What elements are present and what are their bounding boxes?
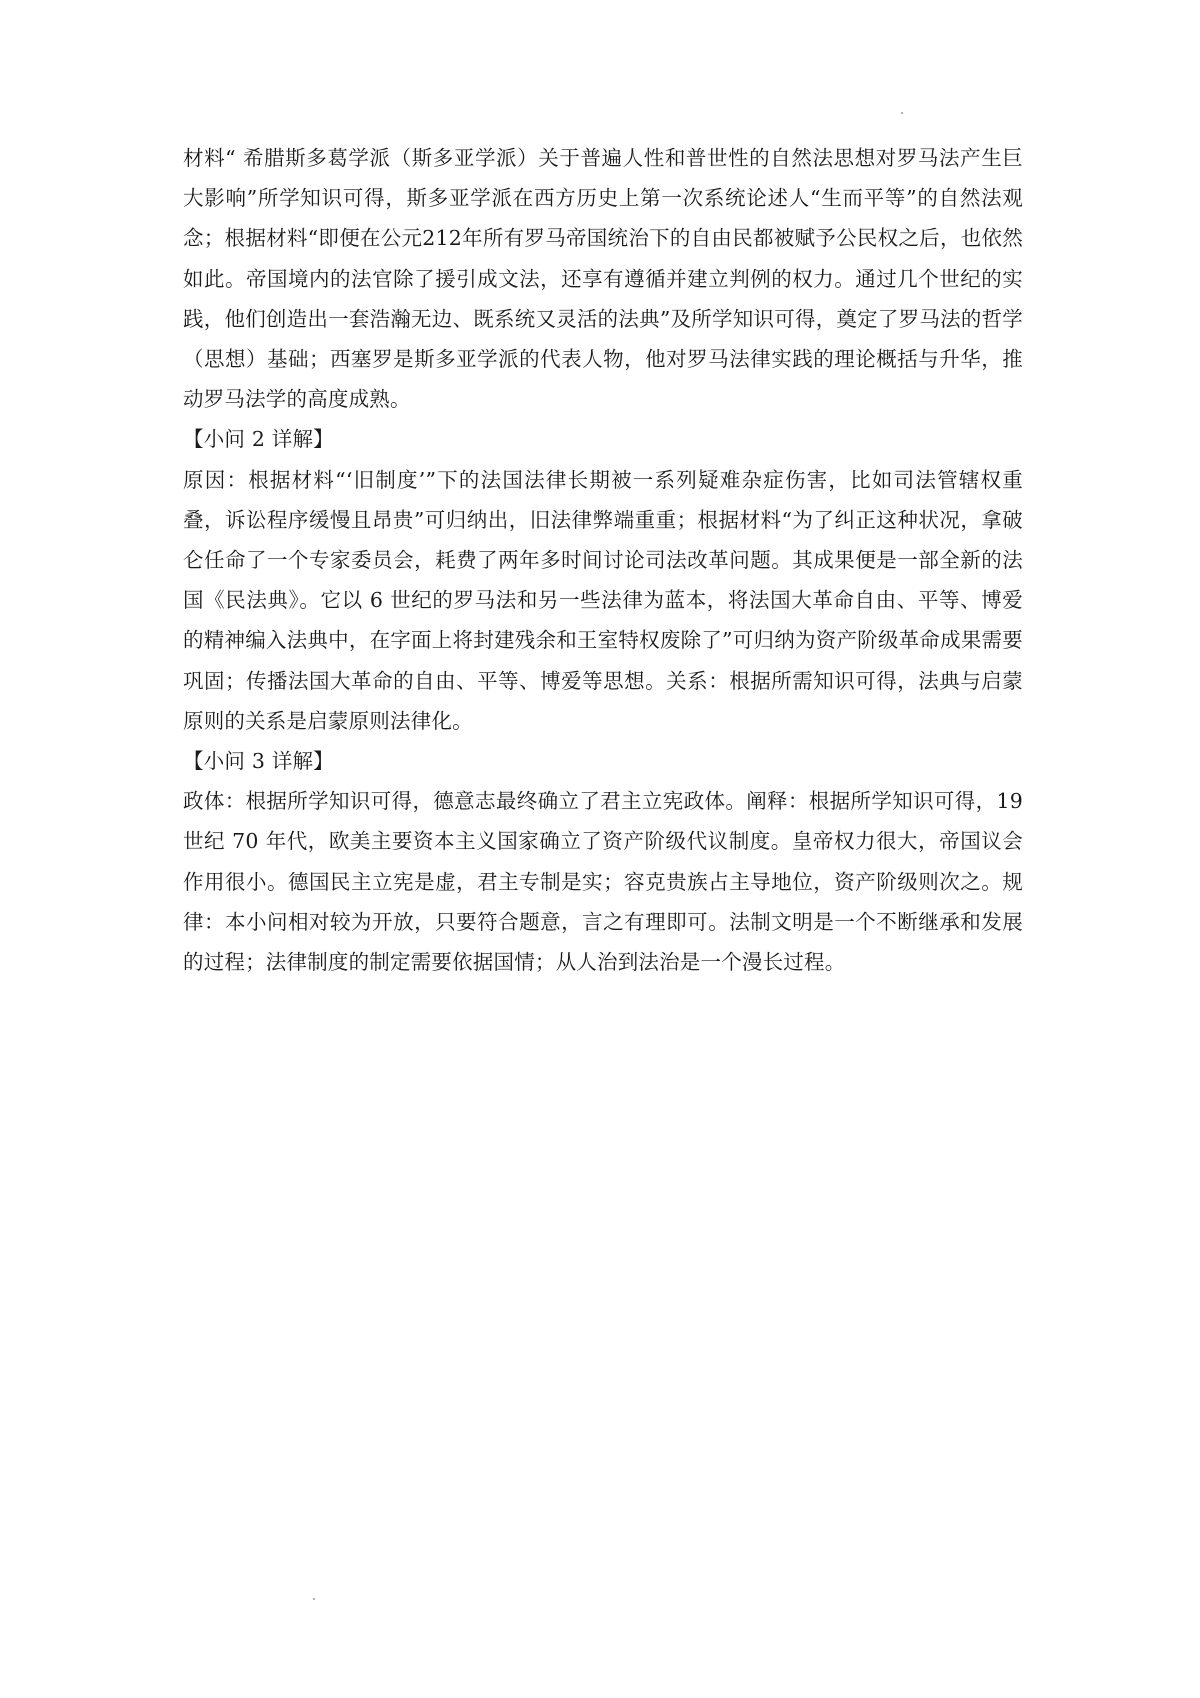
paragraph-material-analysis: 材料“ 希腊斯多葛学派（斯多亚学派）关于普遍人性和普世性的自然法思想对罗马法产生巨大影响”所学知识可得，斯多亚学派在西方历史上第一次系统论述人“生而平等”的自然法观念；根据材料“即便在公元212年所有罗马帝国统治下的自由民都被赋予公民权之后，也依然如此。帝国境内的法官除了援引成文法，还享有遵循并建立判例的权力。通过几个世纪的实践，他们创造出一套浩瀚无边、既系统又灵活的法典”及所学知识可得，奠定了罗马法的哲学（思想）基础；西塞罗是斯多亚学派的代表人物，他对罗马法律实践的理论概括与升华，推动罗马法学的高度成熟。 (183, 146, 1023, 412)
paragraph-subquestion-2: 原因：根据材料“‘旧制度’”下的法国法律长期被一系列疑难杂症伤害，比如司法管辖权重叠，诉讼程序缓慢且昂贵”可归纳出，旧法律弊端重重；根据材料“为了纠正这种状况，拿破仑任命了一个专家委员会，耗费了两年多时间讨论司法改革问题。其成果便是一部全新的法国《民法典》。它以 6 世纪的罗马法和另一些法律为蓝本，将法国大革命自由、平等、博爱的精神编入法典中，在字面上将封建残余和王室特权废除了”可归纳为资产阶级革命成果需要巩固；传播法国大革命的自由、平等、博爱等思想。关系：根据所需知识可得，法典与启蒙原则的关系是启蒙原则法律化。 (183, 467, 1023, 733)
paragraph-subquestion-3: 政体：根据所学知识可得，德意志最终确立了君主立宪政体。阐释：根据所学知识可得，19世纪 70 年代，欧美主要资本主义国家确立了资产阶级代议制度。皇帝权力很大，帝国议会作用很小。德国民主立宪是虚，君主专制是实；容克贵族占主导地位，资产阶级则次之。规律：本小问相对较为开放，只要符合题意，言之有理即可。法制文明是一个不断继承和发展的过程；法律制度的制定需要依据国情；从人治到法治是一个漫长过程。 (183, 789, 1023, 975)
subquestion-2-heading: 【小问 2 详解】 (183, 427, 334, 452)
scan-speck-bottom (313, 1598, 315, 1600)
subquestion-3-heading: 【小问 3 详解】 (183, 749, 334, 774)
scan-speck-top (901, 112, 903, 114)
document-body (183, 138, 1023, 982)
